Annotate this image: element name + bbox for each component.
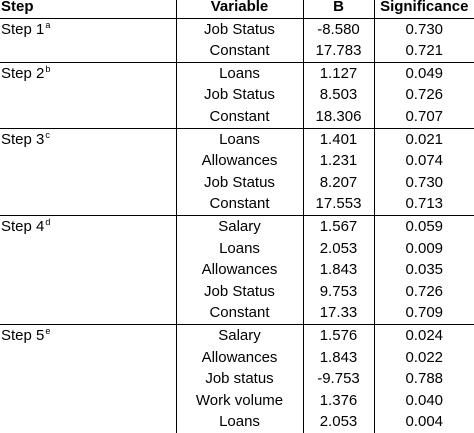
b-value-cell: 1.401 [303, 128, 374, 150]
header-significance: Significance [374, 0, 474, 18]
significance-cell: 0.721 [374, 40, 474, 62]
header-b: B [303, 0, 374, 18]
table-row [0, 18, 474, 40]
variable-cell: Job Status [176, 18, 303, 40]
step-footnote-marker: c [45, 129, 50, 140]
step-cell [0, 324, 176, 346]
table-row [0, 238, 474, 260]
b-value-cell: 8.503 [303, 84, 374, 106]
step-footnote-marker: b [45, 63, 51, 74]
table-row [0, 40, 474, 62]
table-row [0, 150, 474, 172]
variable-cell: Allowances [176, 150, 303, 172]
step-footnote-marker: a [45, 19, 51, 30]
table-row [0, 390, 474, 412]
significance-cell: 0.004 [374, 411, 474, 433]
b-value-cell: 9.753 [303, 281, 374, 303]
significance-cell: 0.707 [374, 106, 474, 128]
variable-cell: Work volume [176, 390, 303, 412]
variable-cell: Constant [176, 302, 303, 324]
step-cell-empty [0, 84, 176, 106]
step-cell-empty [0, 390, 176, 412]
table-row [0, 324, 474, 346]
b-value-cell: 1.231 [303, 150, 374, 172]
b-value-cell: -8.580 [303, 18, 374, 40]
significance-cell: 0.788 [374, 368, 474, 390]
step-cell-empty [0, 347, 176, 369]
b-value-cell: 1.576 [303, 324, 374, 346]
step-cell-empty [0, 259, 176, 281]
table-row [0, 259, 474, 281]
variable-cell: Constant [176, 40, 303, 62]
significance-cell: 0.730 [374, 18, 474, 40]
variable-cell: Allowances [176, 347, 303, 369]
variable-cell: Loans [176, 128, 303, 150]
variable-cell: Loans [176, 411, 303, 433]
step-footnote-marker: d [45, 216, 51, 227]
variable-cell: Job Status [176, 172, 303, 194]
variable-cell: Constant [176, 106, 303, 128]
b-value-cell: 8.207 [303, 172, 374, 194]
step-cell-empty [0, 302, 176, 324]
b-value-cell: 1.127 [303, 62, 374, 84]
b-value-cell: 1.843 [303, 259, 374, 281]
table-row [0, 172, 474, 194]
step-label: Step 5 [1, 326, 45, 344]
step-label: Step 2 [1, 64, 45, 82]
significance-cell: 0.040 [374, 390, 474, 412]
significance-cell: 0.059 [374, 215, 474, 237]
table-body [0, 18, 474, 433]
table-row [0, 347, 474, 369]
significance-cell: 0.074 [374, 150, 474, 172]
step-cell-empty [0, 172, 176, 194]
step-label: Step 1 [1, 20, 45, 38]
header-row [0, 0, 474, 18]
b-value-cell: -9.753 [303, 368, 374, 390]
b-value-cell: 2.053 [303, 238, 374, 260]
table-row [0, 193, 474, 215]
step-cell-empty [0, 238, 176, 260]
step-footnote-marker: e [45, 325, 51, 336]
significance-cell: 0.709 [374, 302, 474, 324]
variable-cell: Salary [176, 215, 303, 237]
significance-cell: 0.024 [374, 324, 474, 346]
table-row [0, 62, 474, 84]
significance-cell: 0.035 [374, 259, 474, 281]
b-value-cell: 1.567 [303, 215, 374, 237]
header-step: Step [0, 0, 176, 18]
table-row [0, 128, 474, 150]
step-label: Step 3 [1, 130, 45, 148]
step-cell [0, 18, 176, 40]
significance-cell: 0.009 [374, 238, 474, 260]
table-row [0, 215, 474, 237]
variable-cell: Constant [176, 193, 303, 215]
table-row [0, 84, 474, 106]
step-cell-empty [0, 368, 176, 390]
step-cell-empty [0, 281, 176, 303]
table-row [0, 106, 474, 128]
variable-cell: Job status [176, 368, 303, 390]
step-cell [0, 62, 176, 84]
step-cell [0, 128, 176, 150]
step-cell-empty [0, 193, 176, 215]
b-value-cell: 1.376 [303, 390, 374, 412]
b-value-cell: 17.553 [303, 193, 374, 215]
b-value-cell: 17.783 [303, 40, 374, 62]
b-value-cell: 1.843 [303, 347, 374, 369]
step-label: Step 4 [1, 217, 45, 235]
significance-cell: 0.730 [374, 172, 474, 194]
table-row [0, 368, 474, 390]
b-value-cell: 18.306 [303, 106, 374, 128]
significance-cell: 0.726 [374, 84, 474, 106]
table-row [0, 302, 474, 324]
variable-cell: Allowances [176, 259, 303, 281]
step-cell-empty [0, 150, 176, 172]
significance-cell: 0.021 [374, 128, 474, 150]
variable-cell: Loans [176, 238, 303, 260]
step-cell [0, 215, 176, 237]
significance-cell: 0.713 [374, 193, 474, 215]
step-cell-empty [0, 106, 176, 128]
header-variable: Variable [176, 0, 303, 18]
significance-cell: 0.726 [374, 281, 474, 303]
step-cell-empty [0, 40, 176, 62]
significance-cell: 0.022 [374, 347, 474, 369]
variable-cell: Job Status [176, 281, 303, 303]
b-value-cell: 17.33 [303, 302, 374, 324]
table-row [0, 281, 474, 303]
step-cell-empty [0, 411, 176, 433]
b-value-cell: 2.053 [303, 411, 374, 433]
significance-cell: 0.049 [374, 62, 474, 84]
variable-cell: Job Status [176, 84, 303, 106]
variable-cell: Salary [176, 324, 303, 346]
table-row [0, 411, 474, 433]
variable-cell: Loans [176, 62, 303, 84]
